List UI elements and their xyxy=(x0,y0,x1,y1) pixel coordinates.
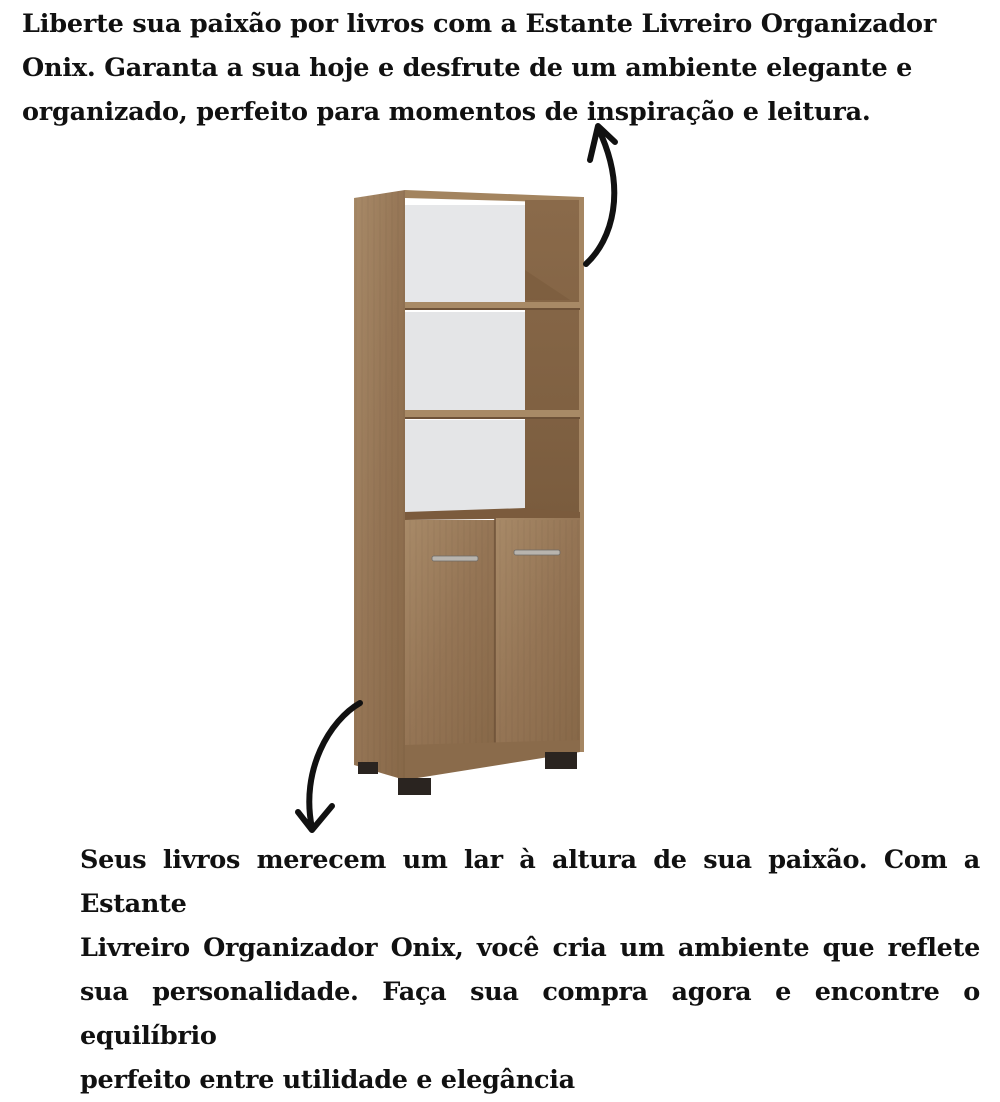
foot-front-left xyxy=(398,778,431,795)
shelf-1 xyxy=(405,302,580,310)
right-inner-wall xyxy=(525,200,580,518)
bottom-line-1: Seus livros merecem um lar à altura de sua paixão. Com a Estante xyxy=(80,845,980,919)
arrow-down-icon xyxy=(298,703,360,830)
top-line-2: Onix. Garanta a sua hoje e desfrute de um ambiente elegante e xyxy=(22,53,913,83)
back-panel-middle xyxy=(405,312,525,410)
foot-back-left xyxy=(358,762,378,774)
bottom-line-2: Livreiro Organizador Onix, você cria um ambiente que reflete xyxy=(80,933,980,963)
door-handle-left xyxy=(432,556,478,561)
top-line-1: Liberte sua paixão por livros com a Estante Livreiro Organizador xyxy=(22,9,937,39)
back-panel-lower xyxy=(405,420,525,512)
left-side-panel xyxy=(354,190,405,780)
bottom-line-3: sua personalidade. Faça sua compra agora e encontre o equilíbrio xyxy=(80,977,980,1051)
top-line-3: organizado, perfeito para momentos de inspiração e leitura. xyxy=(22,97,871,127)
foot-front-right xyxy=(545,752,577,769)
shelf-2 xyxy=(405,410,580,419)
arrow-up-icon xyxy=(586,126,615,264)
back-panel-upper xyxy=(405,205,525,303)
bottom-description xyxy=(80,838,980,1102)
door-handle-right xyxy=(514,550,560,555)
bottom-line-4: perfeito entre utilidade e elegância xyxy=(80,1065,575,1095)
